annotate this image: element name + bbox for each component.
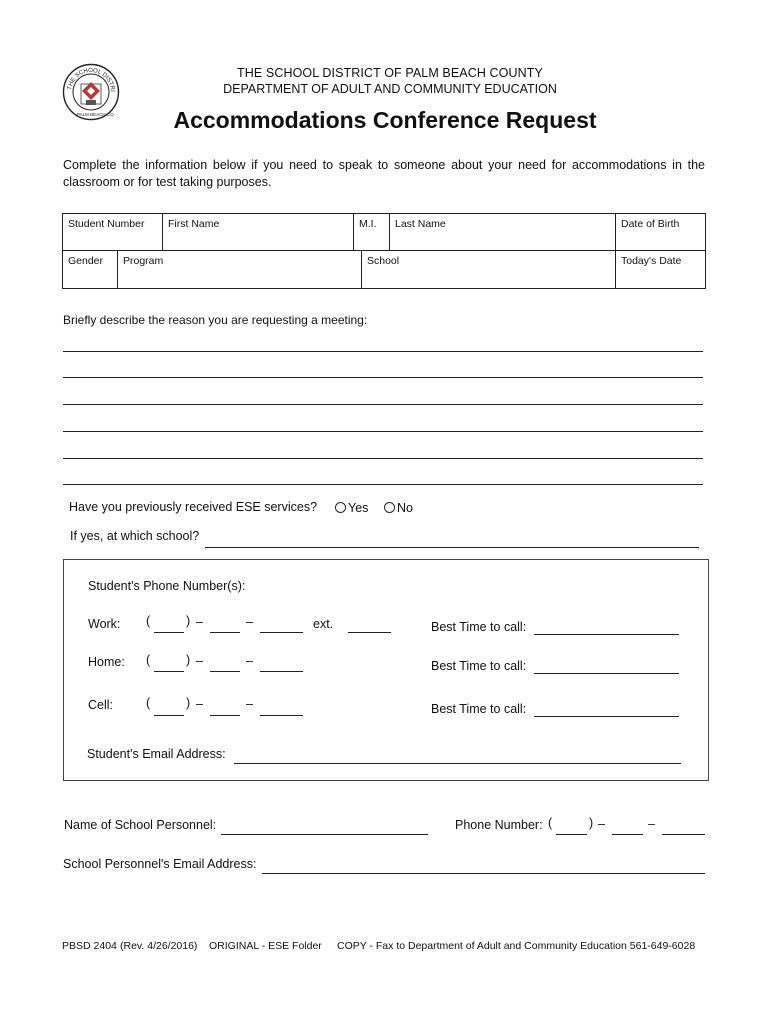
personnel-prefix-field[interactable] bbox=[612, 834, 643, 835]
ese-yes-label: Yes bbox=[348, 501, 369, 515]
mi-field[interactable] bbox=[354, 214, 390, 251]
school-field[interactable] bbox=[362, 251, 616, 289]
home-dash: – bbox=[246, 654, 253, 668]
work-best-time-field[interactable] bbox=[534, 634, 679, 635]
dob-field[interactable] bbox=[616, 214, 705, 251]
form-title: Accommodations Conference Request bbox=[173, 107, 597, 133]
original-destination: ORIGINAL - ESE Folder bbox=[209, 940, 322, 952]
cell-label: Cell: bbox=[88, 698, 114, 712]
intro-text: Complete the information below if you need to speak to someone about your need for accommodations in the classroom or for test taking purposes. bbox=[63, 158, 705, 189]
first-name-label: First Name bbox=[168, 218, 220, 230]
todays-date-field[interactable] bbox=[616, 251, 705, 289]
work-dash: – bbox=[196, 615, 203, 629]
last-name-label: Last Name bbox=[395, 218, 446, 230]
first-name-field[interactable] bbox=[163, 214, 354, 251]
school-label: School bbox=[367, 255, 400, 267]
work-prefix-field[interactable] bbox=[210, 632, 240, 633]
personnel-area-code-field[interactable] bbox=[556, 834, 587, 835]
home-dash: – bbox=[196, 654, 203, 668]
phones-heading: Student's Phone Number(s): bbox=[88, 579, 246, 593]
cell-best-time-label: Best Time to call: bbox=[431, 702, 527, 716]
reason-line[interactable] bbox=[63, 351, 703, 352]
home-best-time-field[interactable] bbox=[534, 673, 679, 674]
cell-dash: – bbox=[246, 697, 253, 711]
cell-line-field[interactable] bbox=[260, 715, 303, 716]
work-open-paren: ( bbox=[146, 614, 151, 628]
home-area-code-field[interactable] bbox=[154, 671, 184, 672]
personnel-email-label: School Personnel's Email Address: bbox=[63, 857, 257, 871]
work-ext-field[interactable] bbox=[348, 632, 391, 633]
home-label: Home: bbox=[88, 655, 125, 669]
work-ext-label: ext. bbox=[313, 617, 334, 631]
work-area-code-field[interactable] bbox=[154, 632, 184, 633]
ese-school-question: If yes, at which school? bbox=[70, 529, 200, 543]
work-best-time-label: Best Time to call: bbox=[431, 620, 527, 634]
gender-field[interactable] bbox=[63, 251, 118, 289]
personnel-phone-label: Phone Number: bbox=[455, 818, 543, 832]
personnel-open-paren: ( bbox=[548, 816, 553, 830]
home-prefix-field[interactable] bbox=[210, 671, 240, 672]
home-best-time-label: Best Time to call: bbox=[431, 659, 527, 673]
department-name: DEPARTMENT OF ADULT AND COMMUNITY EDUCATION bbox=[223, 82, 557, 96]
ese-school-field[interactable] bbox=[205, 547, 699, 548]
home-line-field[interactable] bbox=[260, 671, 303, 672]
svg-text:THE SCHOOL DISTRICT: THE SCHOOL DISTRI bbox=[67, 67, 116, 92]
reason-line[interactable] bbox=[63, 484, 703, 485]
ese-no-radio[interactable] bbox=[384, 502, 395, 513]
personnel-name-label: Name of School Personnel: bbox=[64, 818, 217, 832]
reason-line[interactable] bbox=[63, 404, 703, 405]
dob-label: Date of Birth bbox=[621, 218, 680, 230]
reason-line[interactable] bbox=[63, 458, 703, 459]
form-revision: (Rev. 4/26/2016) bbox=[120, 940, 198, 952]
gender-label: Gender bbox=[68, 255, 104, 267]
personnel-email-field[interactable] bbox=[262, 873, 705, 874]
cell-area-code-field[interactable] bbox=[154, 715, 184, 716]
reason-line[interactable] bbox=[63, 431, 703, 432]
personnel-dash: – bbox=[648, 817, 655, 831]
work-line-field[interactable] bbox=[260, 632, 303, 633]
form-id: PBSD 2404 bbox=[62, 940, 117, 952]
copy-destination: COPY - Fax to Department of Adult and Community Education 561-649-6028 bbox=[337, 940, 696, 952]
cell-open-paren: ( bbox=[146, 696, 151, 710]
program-field[interactable] bbox=[118, 251, 362, 289]
home-open-paren: ( bbox=[146, 653, 151, 667]
reason-label: Briefly describe the reason you are requesting a meeting: bbox=[63, 313, 368, 327]
personnel-name-field[interactable] bbox=[221, 834, 428, 835]
work-label: Work: bbox=[88, 617, 121, 631]
ese-no-label: No bbox=[397, 501, 413, 515]
ese-question: Have you previously received ESE services? bbox=[69, 500, 318, 514]
reason-line[interactable] bbox=[63, 377, 703, 378]
work-dash: – bbox=[246, 615, 253, 629]
student-number-label: Student Number bbox=[68, 218, 145, 230]
cell-dash: – bbox=[196, 697, 203, 711]
personnel-dash: – bbox=[598, 817, 605, 831]
todays-date-label: Today's Date bbox=[621, 255, 682, 267]
cell-best-time-field[interactable] bbox=[534, 716, 679, 717]
cell-prefix-field[interactable] bbox=[210, 715, 240, 716]
student-email-field[interactable] bbox=[234, 763, 681, 764]
ese-yes-radio[interactable] bbox=[335, 502, 346, 513]
student-info-table bbox=[62, 213, 706, 289]
student-number-field[interactable] bbox=[63, 214, 163, 251]
personnel-line-field[interactable] bbox=[662, 834, 705, 835]
mi-label: M.I. bbox=[359, 218, 377, 230]
home-close-paren: ) bbox=[186, 653, 191, 667]
svg-text:PALM BEACH CO.: PALM BEACH CO. bbox=[77, 112, 115, 117]
district-name: THE SCHOOL DISTRICT OF PALM BEACH COUNTY bbox=[237, 66, 543, 80]
program-label: Program bbox=[123, 255, 164, 267]
cell-close-paren: ) bbox=[186, 696, 191, 710]
personnel-close-paren: ) bbox=[589, 816, 594, 830]
student-email-label: Student's Email Address: bbox=[87, 747, 226, 761]
work-close-paren: ) bbox=[186, 614, 191, 628]
last-name-field[interactable] bbox=[390, 214, 616, 251]
